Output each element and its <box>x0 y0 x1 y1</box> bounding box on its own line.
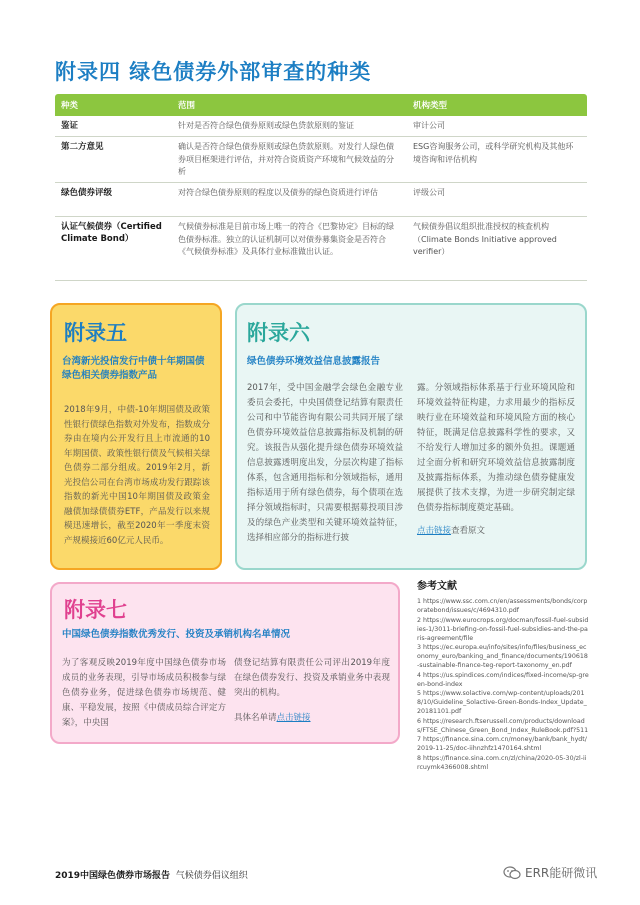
appendix6-box <box>235 303 587 570</box>
appendix6-col2 <box>417 381 575 539</box>
appendix5-body: 2018年9月，中债-10年期国债及政策性银行债绿色指数对外发布，指数成分券由在境内公开发行且上市流通的10年期国债、政策性银行债及气候相关绿色债券二部分组成。2019年2月，新光投信公司在台湾市场成功发行跟踪该指数的新光中国10年期国债及政策金融债加绿债债券ETF，产品发行以来规模迅速增长，截至2020年一季度末资产规模接近60亿元人民币。 <box>64 405 210 546</box>
appendix6-link[interactable]: 点击链接 <box>417 526 452 536</box>
row-org: 评级公司 <box>413 188 445 197</box>
reference-item[interactable]: 7 https://finance.sina.com.cn/money/bank/bank_hydt/2019-11-25/doc-iihnzhfz1470164.shtml <box>417 736 587 752</box>
row-type: 鉴证 <box>61 121 79 131</box>
row-scope: 对符合绿色债券原则的程度以及债券的绿色资质进行评估 <box>178 188 378 197</box>
table-row <box>55 217 587 281</box>
appendix6-col1: 2017年，受中国金融学会绿色金融专业委员会委托，中央国债登记结算有限责任公司和中节能咨询有限公司共同开展了绿色债券环境效益信息披露指标及机制的研究。该报告从强化提升绿色债券环境效益信息披露透明度出发，分层次构建了指标体系，包含通用指标和分领域指标，通用指标适用于所有绿色债券，每个债项在选择分领域指标时，只需要根据募投项目涉及的绿色产业类型和关键环境效益特征，选择相应部分的指标进行披 <box>247 383 403 543</box>
brand-name: ERR能研微讯 <box>525 866 598 880</box>
references-list <box>417 597 589 772</box>
footer-report-name: 2019中国绿色债券市场报告 <box>55 871 171 881</box>
reference-item[interactable]: 1 https://www.ssc.com.cn/en/assessments/bonds/corporatebond/issues/c/4694310.pdf <box>417 598 588 614</box>
row-scope: 确认是否符合绿色债券原则或绿色贷款原则。对发行人绿色债券项目框架进行评估，并对符合资质资产环境和气候效益的分析 <box>178 142 394 176</box>
header-type: 种类 <box>61 101 79 111</box>
page-title: 附录四 绿色债券外部审查的种类 <box>55 60 372 84</box>
page-footer <box>55 868 248 881</box>
row-type: 第二方意见 <box>61 142 104 152</box>
appendix5-subtitle: 台湾新光投信发行中债十年期国债绿色相关债券指数产品 <box>62 356 205 381</box>
appendix7-link-prefix: 具体名单请 <box>234 713 277 723</box>
appendix7-col1: 为了客观反映2019年度中国绿色债券市场成员的业务表现，引导市场成员积极参与绿色债券业务，促进绿色债券市场规范、健康、平稳发展，按照《中债成员综合评定方案》，中央国 <box>62 658 226 728</box>
appendix6-subtitle: 绿色债券环境效益信息披露报告 <box>247 356 381 367</box>
reference-item[interactable]: 5 https://www.solactive.com/wp-content/uploads/2018/10/Guideline_Solactive-Green-Bonds-Index_Update_20181101.pdf <box>417 690 587 715</box>
row-org: 气候债券倡议组织批准授权的核查机构（Climate Bonds Initiative approved verifier） <box>413 222 557 256</box>
appendix6-link-suffix: 查看原文 <box>451 526 486 536</box>
brand-watermark <box>503 864 597 881</box>
row-type: 认证气候债券（Certified Climate Bond） <box>61 222 162 244</box>
header-scope: 范围 <box>178 101 196 111</box>
row-org: 审计公司 <box>413 121 445 130</box>
footer-org-name: 气候债券倡议组织 <box>175 871 248 881</box>
table-row <box>55 137 587 183</box>
row-type: 绿色债券评级 <box>61 188 113 198</box>
review-types-table <box>55 94 587 281</box>
appendix6-col2-text: 露。分领域指标体系基于行业环境风险和环境效益特征构建，力求用最少的指标反映行业在环境效益和环境风险方面的核心特征，既满足信息披露科学性的要求，又不给发行人增加过多的额外负担。课题通过全面分析和研究环境效益信息披露制度及披露指标体系，为推动绿色债券健康发展提供了技术支撑，为进一步研究制定绿色债券指标制度奠定基础。 <box>417 383 575 513</box>
appendix7-title: 附录七 <box>64 598 127 622</box>
reference-item[interactable]: 3 https://ec.europa.eu/info/sites/info/files/business_economy_euro/banking_and_finance/documents/190618-sustainable-finance-teg-report-taxonomy_en.pdf <box>417 644 588 669</box>
reference-item[interactable]: 8 https://finance.sina.com.cn/zl/china/2020-05-30/zl-iircuymk4366008.shtml <box>417 754 587 771</box>
table-row <box>55 116 587 137</box>
reference-item[interactable]: 6 https://research.ftserussell.com/products/downloads/FTSE_Chinese_Green_Bond_Index_RuleBook.pdf?511 <box>417 717 589 734</box>
appendix5-box <box>50 303 222 570</box>
appendix5-title: 附录五 <box>64 321 127 345</box>
appendix7-link[interactable]: 点击链接 <box>276 713 311 723</box>
row-scope: 气候债券标准是目前市场上唯一的符合《巴黎协定》目标的绿色债券标准。独立的认证机制可以对债券募集资金是否符合《气候债券标准》及具体行业标准做出认证。 <box>178 222 394 256</box>
appendix7-box <box>50 582 400 744</box>
table-header <box>55 94 587 116</box>
appendix7-col2-text: 债登记结算有限责任公司评出2019年度在绿色债券发行、投资及承销业务中表现突出的机构。 <box>234 658 390 698</box>
wechat-icon <box>503 866 521 880</box>
references-title: 参考文献 <box>417 581 457 592</box>
reference-item[interactable]: 4 https://us.spindices.com/indices/fixed-income/sp-green-bond-index <box>417 671 589 688</box>
table-row <box>55 183 587 217</box>
appendix7-col2 <box>234 656 390 726</box>
appendix6-title: 附录六 <box>247 321 310 345</box>
appendix7-subtitle: 中国绿色债券指数优秀发行、投资及承销机构名单情况 <box>62 629 291 640</box>
reference-item[interactable]: 2 https://www.eurocrops.org/docman/fossil-fuel-subsidies-1/3011-briefing-on-fossil-fuel-subsidies-and-the-paris-agreement/file <box>417 616 589 642</box>
row-scope: 针对是否符合绿色债券原则或绿色贷款原则的鉴证 <box>178 121 354 130</box>
row-org: ESG咨询服务公司，或科学研究机构及其他环境咨询和评估机构 <box>413 142 574 164</box>
header-org: 机构类型 <box>413 101 448 111</box>
